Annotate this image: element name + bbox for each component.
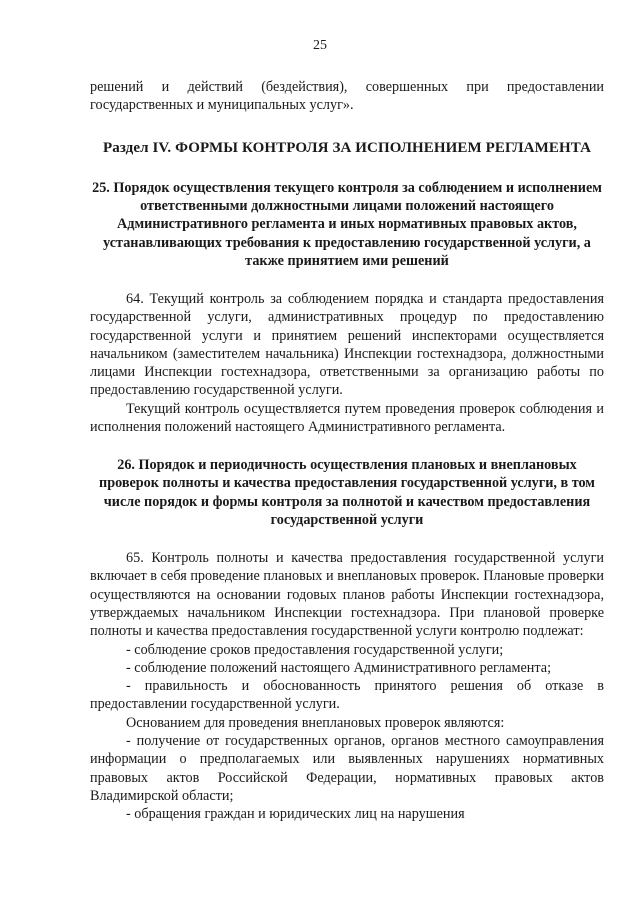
document-body <box>90 78 604 824</box>
paragraph-65: 65. Контроль полноты и качества предоставления государственной услуги включает в себя проведение плановых и внеплановых проверок. Плановые проверки осуществляются на основании годовых планов работы Инспекции гостехнадзора, утверждаемых начальником Инспекции гостехнадзора. При плановой проверке полноты и качества предоставления государственной услуги контролю подлежат: <box>90 550 604 640</box>
paragraph-64b: Текущий контроль осуществляется путем проведения проверок соблюдения и исполнения положений настоящего Административного регламента. <box>90 400 604 435</box>
list-item-planned-1: - соблюдение сроков предоставления государственной услуги; <box>126 641 504 658</box>
lead-paragraph: решений и действий (бездействия), совершенных при предоставлении государственных и муниципальных услуг». <box>90 79 604 114</box>
list-item-planned-3: - правильность и обоснованность принятого решения об отказе в предоставлении государственной услуги. <box>90 678 604 713</box>
list-item-unplanned-2: - обращения граждан и юридических лиц на нарушения <box>126 806 465 823</box>
paragraph-unplanned: Основанием для проведения внеплановых проверок являются: <box>126 714 505 731</box>
section-title: Раздел IV. ФОРМЫ КОНТРОЛЯ ЗА ИСПОЛНЕНИЕМ РЕГЛАМЕНТА <box>102 139 592 156</box>
list-item-unplanned-1: - получение от государственных органов, органов местного самоуправления информации о предполагаемых или выявленных нарушениях нормативных правовых актов Российской Федерации, нормативных правовых актов Владимирской области; <box>90 733 604 804</box>
paragraph-64: 64. Текущий контроль за соблюдением порядка и стандарта предоставления государственной услуги, административных процедур по предоставлению государственной услуги и принятием решений инспекторами осуществляется начальником (заместителем начальника) Инспекции гостехнадзора, должностными лицами Инспекции гостехнадзора, ответственными за организацию работы по предоставлению государственной услуги. <box>90 290 604 399</box>
page-number: 25 <box>313 38 327 53</box>
list-item-planned-2: - соблюдение положений настоящего Административного регламента; <box>126 659 552 676</box>
heading-26: 26. Порядок и периодичность осуществления плановых и внеплановых проверок полноты и качества предоставления государственной услуги, в том числе порядок и формы контроля за полнотой и качеством предоставления государственной услуги <box>99 457 595 528</box>
heading-25: 25. Порядок осуществления текущего контроля за соблюдением и исполнением ответственными должностными лицами положений настоящего Административного регламента и иных нормативных правовых актов, устанавливающих требования к предоставлению государственной услуги, а также принятием ими решений <box>92 179 602 269</box>
